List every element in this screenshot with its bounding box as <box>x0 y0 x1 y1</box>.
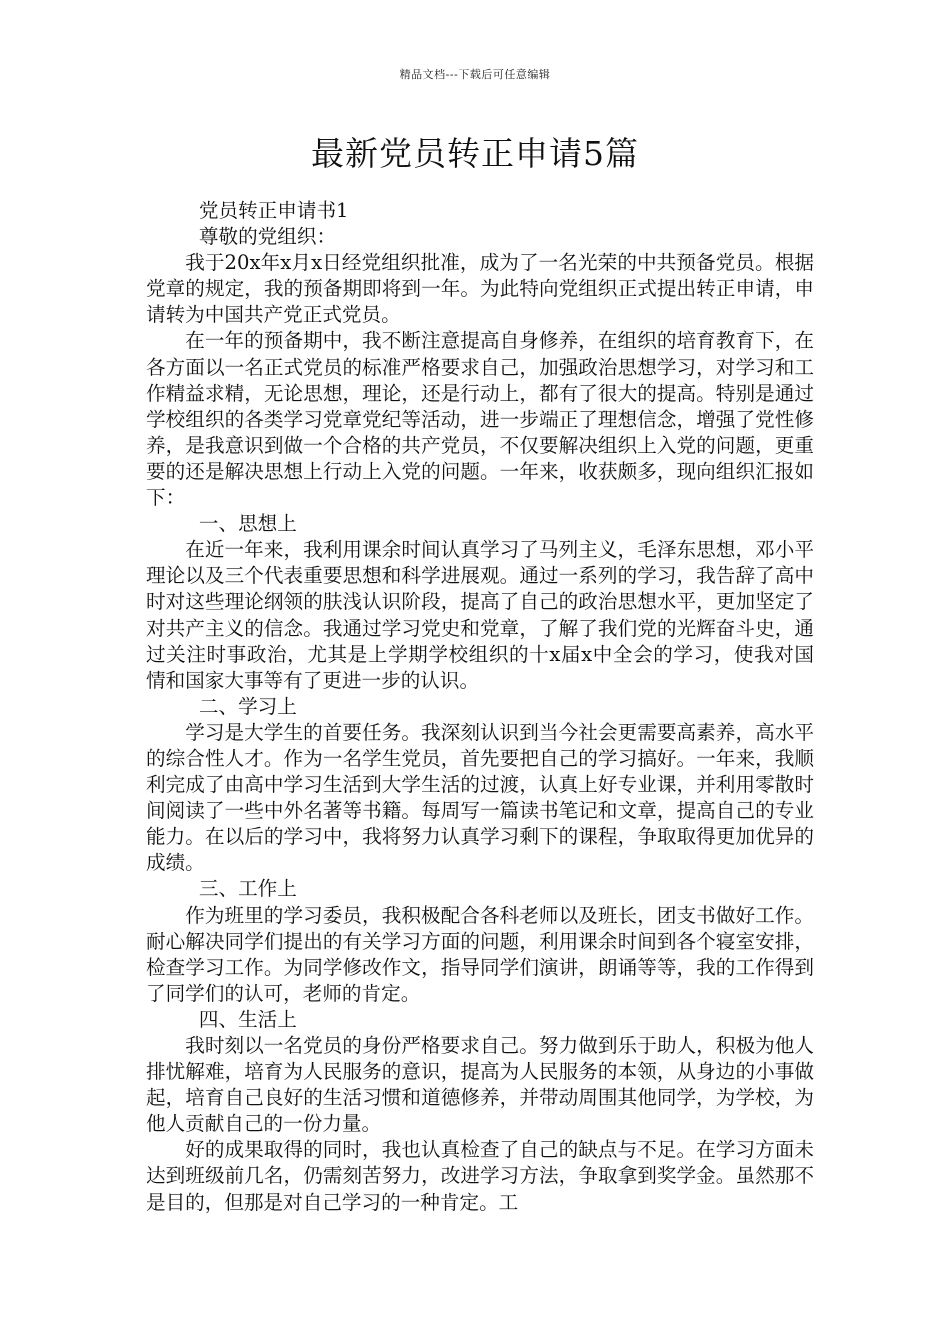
body-paragraph: 学习是大学生的首要任务。我深刻认识到当今社会更需要高素养，高水平的综合性人才。作为一名学生党员，首先要把自己的学习搞好。一年来，我顺利完成了由高中学习生活到大学生活的过渡，认真上好专业课，并利用零散时间阅读了一些中外名著等书籍。每周写一篇读书笔记和文章，提高自己的专业能力。在以后的学习中，我将努力认真学习剩下的课程，争取取得更加优异的成绩。 <box>146 720 814 875</box>
document-title: 最新党员转正申请5篇 <box>311 134 639 173</box>
section-heading: 一、思想上 <box>198 512 297 536</box>
body-paragraph: 好的成果取得的同时，我也认真检查了自己的缺点与不足。在学习方面未达到班级前几名，仍需刻苦努力，改进学习方法，争取拿到奖学金。虽然那不是目的，但那是对自己学习的一种肯定。工 <box>146 1138 814 1214</box>
body-paragraph: 作为班里的学习委员，我积极配合各科老师以及班长，团支书做好工作。耐心解决同学们提出的有关学习方面的问题，利用课余时间到各个寝室安排，检查学习工作。为同学修改作文，指导同学们演讲，朗诵等等，我的工作得到了同学们的认可，老师的肯定。 <box>146 903 814 1005</box>
section-heading: 四、生活上 <box>198 1007 297 1031</box>
document-body <box>146 198 814 1216</box>
section-heading: 党员转正申请书1 <box>198 199 349 222</box>
body-paragraph: 我时刻以一名党员的身份严格要求自己。努力做到乐于助人，积极为他人排忧解难，培育为人民服务的意识，提高为人民服务的本领，从身边的小事做起，培育自己良好的生活习惯和道德修养，并带动周围其他同学，为学校，为他人贡献自己的一份力量。 <box>146 1034 814 1136</box>
section-heading: 三、工作上 <box>198 877 297 901</box>
body-paragraph: 在一年的预备期中，我不断注意提高自身修养，在组织的培育教育下，在各方面以一名正式党员的标准严格要求自己，加强政治思想学习，对学习和工作精益求精，无论思想，理论，还是行动上，都有了很大的提高。特别是通过学校组织的各类学习党章党纪等活动，进一步端正了理想信念，增强了党性修养，是我意识到做一个合格的共产党员，不仅要解决组织上入党的问题，更重要的还是解决思想上行动上入党的问题。一年来，收获颇多，现向组织汇报如下： <box>146 329 814 510</box>
section-heading: 二、学习上 <box>198 694 297 718</box>
section-heading: 尊敬的党组织： <box>198 225 337 249</box>
body-paragraph: 在近一年来，我利用课余时间认真学习了马列主义，毛泽东思想，邓小平理论以及三个代表重要思想和科学进展观。通过一系列的学习，我告辞了高中时对这些理论纲领的肤浅认识阶段，提高了自己的政治思想水平，更加坚定了对共产主义的信念。我通过学习党史和党章，了解了我们党的光辉奋斗史，通过关注时事政治，尤其是上学期学校组织的十x届x中全会的学习，使我对国情和国家大事等有了更进一步的认识。 <box>146 538 814 692</box>
header-note: 精品文档---下载后可任意编辑 <box>399 68 551 81</box>
body-paragraph: 我于20x年x月x日经党组织批准，成为了一名光荣的中共预备党员。根据党章的规定，我的预备期即将到一年。为此特向党组织正式提出转正申请，申请转为中国共产党正式党员。 <box>146 251 814 327</box>
